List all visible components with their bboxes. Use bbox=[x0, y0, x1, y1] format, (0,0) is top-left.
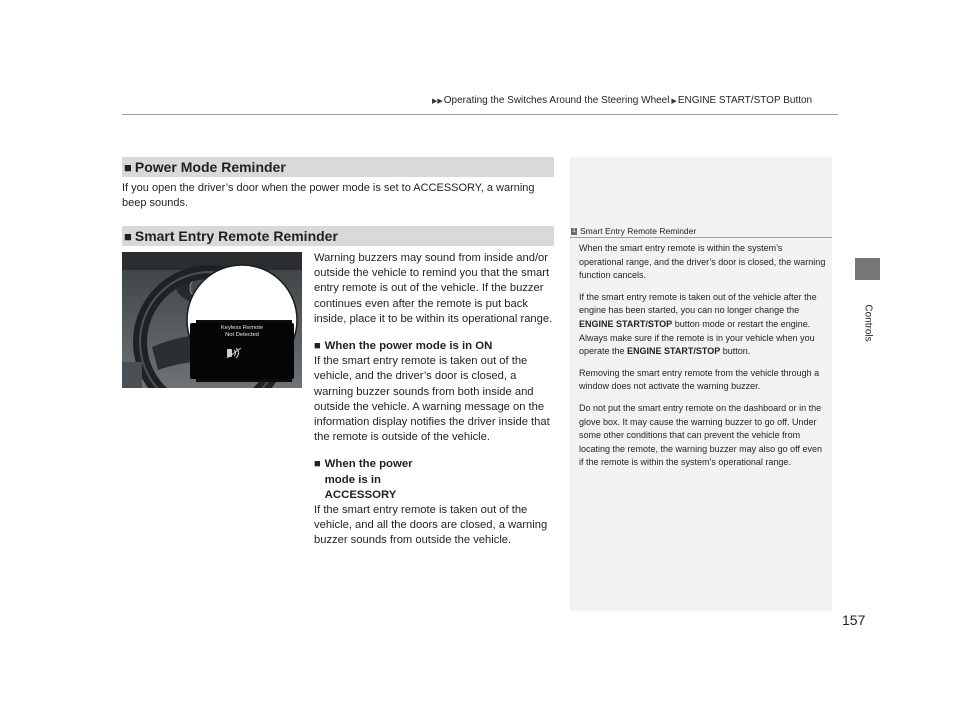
square-bullet-icon: ■ bbox=[314, 458, 321, 471]
on-mode-text: If the smart entry remote is taken out of the vehicle, and the driver’s door is closed, a warning buzzer sounds from both inside and outside the vehicle. A warning message on the information display notifies the driver inside that the remote is outside of the vehicle. bbox=[314, 355, 550, 444]
sidebar-title: 1 Smart Entry Remote Reminder bbox=[572, 226, 697, 236]
note-marker-icon: 1 bbox=[572, 228, 576, 235]
display-message-line-2: Not Detected bbox=[225, 332, 259, 338]
remote-not-detected-icon bbox=[226, 346, 242, 358]
square-bullet-icon: ■ bbox=[314, 340, 321, 353]
accessory-mode-text: If the smart entry remote is taken out of the vehicle, and all the doors are closed, a warning buzzer sounds from outside the vehicle. bbox=[314, 504, 548, 547]
breadcrumb-arrow-icon: ▶ bbox=[669, 98, 677, 105]
power-mode-text: If you open the driver’s door when the power mode is set to ACCESSORY, a warning beep sounds. bbox=[122, 182, 535, 209]
smart-entry-intro: Warning buzzers may sound from inside and/or outside the vehicle to remind you that the smart entry remote is out of the vehicle. If the buzzer continues even after the remote is put back inside, place it to be within its operational range. bbox=[314, 252, 553, 325]
accessory-mode-heading: ■ When the power mode is in ACCESSORY bbox=[314, 457, 558, 503]
sidebar-paragraph-3: Removing the smart entry remote from the vehicle through a window does not activate the warning buzzer. bbox=[579, 367, 820, 392]
on-mode-heading: ■ When the power mode is in ON bbox=[314, 339, 558, 354]
sidebar-paragraph-4: Do not put the smart entry remote on the dashboard or in the glove box. It may cause the warning buzzer to go off. Under some other conditions that can prevent the vehicle from locating the remote, the warning buzzer may also go off even if the remote is within the system’s operational range. bbox=[579, 402, 822, 468]
chapter-tab-label: Controls bbox=[862, 304, 874, 342]
breadcrumb-part-2: ENGINE START/STOP Button bbox=[677, 95, 813, 106]
sidebar-rule bbox=[570, 237, 832, 238]
chapter-tab-marker bbox=[855, 258, 880, 280]
steering-wheel-photo bbox=[122, 252, 302, 388]
power-mode-heading: ■ Power Mode Reminder bbox=[122, 157, 554, 177]
page-number: 157 bbox=[842, 612, 866, 628]
sidebar-text bbox=[579, 242, 827, 478]
breadcrumb bbox=[432, 95, 812, 106]
header-rule bbox=[122, 114, 838, 115]
breadcrumb-arrow-icon: ▶▶ bbox=[432, 98, 443, 105]
display-message-line-1: Keyless Remote bbox=[220, 325, 264, 331]
square-bullet-icon: ■ bbox=[124, 229, 132, 244]
breadcrumb-part-1: Operating the Switches Around the Steering Wheel bbox=[443, 95, 670, 106]
square-bullet-icon: ■ bbox=[124, 160, 132, 175]
smart-entry-heading: ■ Smart Entry Remote Reminder bbox=[122, 226, 554, 246]
sidebar-paragraph-2: If the smart entry remote is taken out of the vehicle after the engine has been started, you can no longer change the ENGINE START/STOP button mode or restart the engine. Always make sure if the remote is in your vehicle when you operate the ENGINE START/STOP button. bbox=[579, 291, 817, 357]
smart-entry-body bbox=[314, 251, 558, 549]
sidebar-paragraph-1: When the smart entry remote is within the system’s operational range, and the driver’s door is closed, the warning function cancels. bbox=[579, 243, 826, 281]
